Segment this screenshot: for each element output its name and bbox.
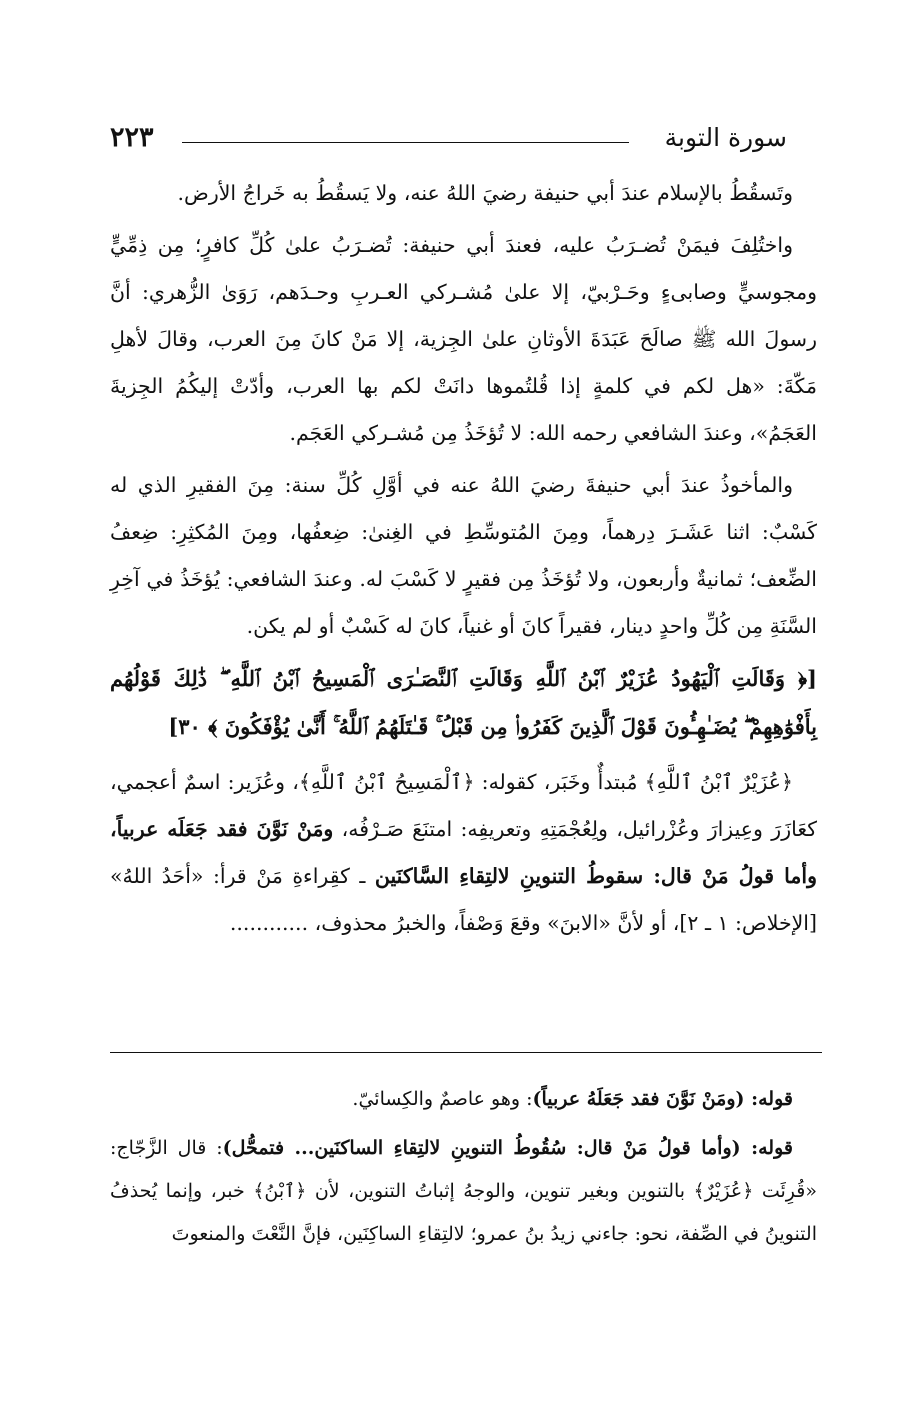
quran-verse: [﴿ وَقَالَتِ ٱلْيَهُودُ عُزَيْرٌ ٱبْنُ ٱللَّهِ وَقَالَتِ ٱلنَّصَـٰرَى ٱلْمَسِيحُ ٱبْنُ ٱللَّهِ ۖ ذَٰلِكَ قَوْلُهُم بِأَفْوَٰهِهِمْ ۖ يُضَـٰهِـُٔونَ قَوْلَ ٱلَّذِينَ كَفَرُوا۟ مِن قَبْلُ ۚ قَـٰتَلَهُمُ ٱللَّهُ ۚ أَنَّىٰ يُؤْفَكُونَ ﴾ ٣٠] — [110, 666, 817, 739]
paragraph-jizya-who: واختُلِفَ فيمَنْ تُضـرَبُ عليه، فعندَ أبي حنيفة: تُضـرَبُ علىٰ كُلِّ كافرٍ؛ مِن ذِمِّيٍّ ومجوسيٍّ وصابىءٍ وحَـرْبيّ، إلا علىٰ مُشـركي العـربِ وحـدَهم، رَوَىٰ الزُّهري: أنَّ رسولَ الله ﷺ صالَحَ عَبَدَةَ الأوثانِ علىٰ الجِزية، إلا مَنْ كانَ مِنَ العرب، وقالَ لأهلِ مَكّةَ: «هل لكم في كلمةٍ إذا قُلتُموها دانَتْ لكم بها العرب، وأدّتْ إليكُمُ الجِزيةَ العَجَمُ»، وعندَ الشافعي رحمه الله: لا تُؤخَذُ مِن مُشـركي العَجَم. — [110, 233, 817, 445]
page-number: ٢٢٣ — [110, 122, 154, 153]
surah-title: سورة التوبة — [664, 123, 787, 152]
footnote-2-label: قوله: (وأما قولُ مَنْ قال: سُقُوطُ التنوينِ لالتِقاءِ الساكنَين... فتمحُّل) — [222, 1137, 793, 1159]
page-header — [110, 118, 787, 158]
paragraph-jizya-fall: وتَسقُطُ بالإسلام عندَ أبي حنيفة رضيَ اللهُ عنه، ولا يَسقُطُ به خَراجُ الأرض. — [177, 181, 793, 205]
paragraph-jizya-amount: والمأخوذُ عندَ أبي حنيفةَ رضيَ اللهُ عنه في أوَّلِ كُلِّ سنة: مِنَ الفقيرِ الذي له كَسْبٌ: اثنا عَشَـرَ دِرهماً، ومِنَ المُتوسِّطِ في الغِنىٰ: ضِعفُها، ومِنَ المُكثِرِ: ضِعفُ الضِّعف؛ ثمانيةٌ وأربعون، ولا تُؤخَذُ مِن فقيرٍ لا كَسْبَ له. وعندَ الشافعي: يُؤخَذُ في آخِرِ السَّنَةِ مِن كُلِّ واحدٍ دينار، فقيراً كانَ أو غنياً، كانَ له كَسْبٌ أو لم يكن. — [110, 473, 817, 638]
footnotes — [110, 1078, 817, 1262]
commentary-bold: ومَنْ نَوَّنَ فقد جَعَلَه عربياً، وأما قولُ مَنْ قال: سقوطُ التنوينِ لالتِقاءِ السَّاكنَين — [110, 817, 817, 888]
footnote-1-label: قوله: (ومَنْ نَوَّنَ فقد جَعَلَهُ عربياً) — [532, 1088, 793, 1110]
footnote-1 — [110, 1078, 817, 1121]
header-rule — [182, 142, 629, 143]
paragraph-commentary — [110, 759, 817, 947]
footnote-2-text: : قال الزَّجّاج: «قُرِئَت ﴿عُزَيْرٌ﴾ بالتنوين وبغير تنوين، والوجهُ إثباتُ التنوين، لأن ﴿ٱبْنُ﴾ خبر، وإنما يُحذفُ التنوينُ في الصِّفة، نحو: جاءني زيدُ بنُ عمرو؛ لالتِقاءِ الساكِنَين، فإنَّ النَّعْتَ والمنعوتَ — [110, 1137, 817, 1245]
main-text — [110, 170, 817, 952]
footnote-divider — [110, 1052, 822, 1053]
footnote-1-text: : وهو عاصمٌ والكِسائيّ. — [352, 1088, 533, 1110]
commentary-end: ـ كقِراءةِ مَنْ قرأ: «أحَدُ اللهُ» [الإخلاص: ١ ـ ٢]، أو لأنَّ «الابنَ» وقعَ وَصْفاً، والخبرُ محذوف، ............ — [110, 864, 817, 935]
commentary-start: ﴿عُزَيْرٌ ٱبْنُ ٱللَّهِ﴾ مُبتدأٌ وخَبَر، كقوله: ﴿ٱلْمَسِيحُ ٱبْنُ ٱللَّهِ﴾، وعُزَير: اسمٌ أعجمي، كعَازَرَ وعِيزارَ وعُزْرائيل، ولِعُجْمَتِهِ وتعريفِه: امتنَعَ صَـرْفُه، — [110, 770, 817, 841]
footnote-2 — [110, 1127, 817, 1256]
